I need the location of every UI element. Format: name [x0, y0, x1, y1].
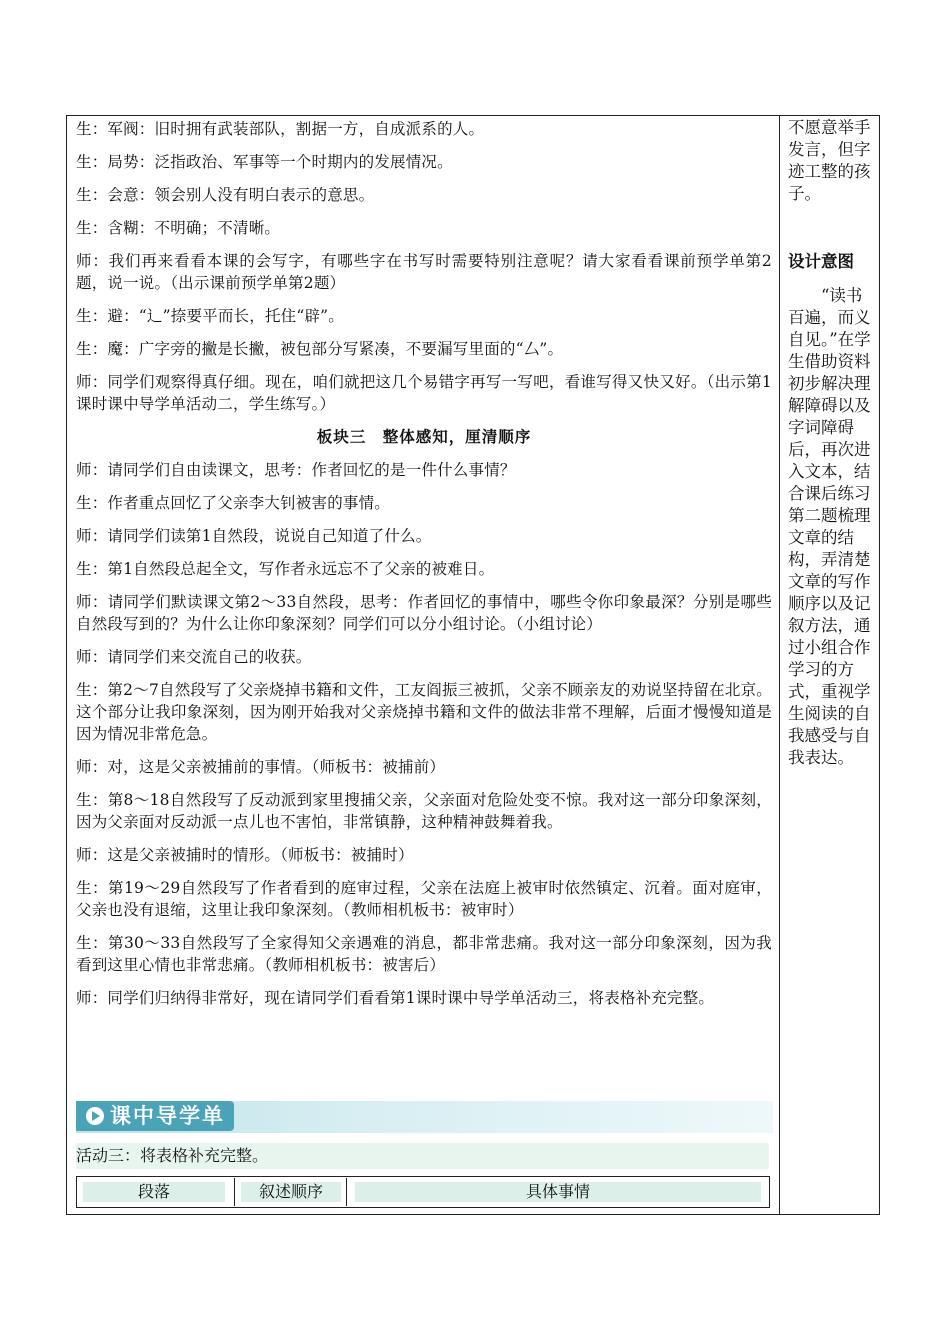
table-header-cell: [235, 1178, 347, 1206]
paragraph: 师：同学们归纳得非常好，现在请同学们看看第1课时课中导学单活动三，将表格补充完整。: [76, 989, 715, 1007]
guide-banner: [76, 1101, 773, 1133]
header-paragraph: 段落: [83, 1182, 225, 1202]
main-column: [76, 116, 772, 1009]
paragraph: 生：含糊：不明确；不清晰。: [76, 219, 281, 237]
student-note: 不愿意举手发言，但字迹工整的孩子。: [788, 118, 871, 203]
paragraph: 师：这是父亲被捕时的情形。（师板书：被捕时）: [76, 846, 414, 864]
header-events: 具体事情: [355, 1182, 761, 1202]
guide-banner-tab: [76, 1101, 234, 1131]
guide-banner-title: 课中导学单: [110, 1104, 225, 1128]
paragraph: 生：魔：广字旁的撇是长撇，被包部分写紧凑，不要漏写里面的“厶”。: [76, 340, 564, 358]
table-header-cell: [347, 1178, 769, 1206]
paragraph: 师：我们再来看看本课的会写字，有哪些字在书写时需要特别注意呢？请大家看看课前预学单第2题，说一说。（出示课前预学单第2题）: [76, 252, 772, 292]
paragraph: 师：对，这是父亲被捕前的事情。（师板书：被捕前）: [76, 758, 446, 776]
sidebar-column: [788, 117, 874, 769]
section-heading: 板块三 整体感知，厘清顺序: [316, 427, 532, 446]
paragraph: 师：同学们观察得真仔细。现在，咱们就把这几个易错字再写一写吧，看谁写得又快又好。（出示第1课时课中导学单活动二，学生练写。）: [76, 373, 772, 413]
column-divider: [779, 115, 780, 1215]
table-header-cell: [77, 1178, 235, 1206]
paragraph: 生：第1自然段总起全文，写作者永远忘不了父亲的被难日。: [76, 560, 495, 578]
design-intent-text: “读书百遍，而义自见。”在学生借助资料初步解决理解障碍以及字词障碍后，再次进入文本，结合课后练习第二题梳理文章的结构，弄清楚文章的写作顺序以及记叙方法，通过小组合作学习的方式，重视学生阅读的自我感受与自我表达。: [788, 286, 871, 767]
paragraph: 师：请同学们自由读课文，思考：作者回忆的是一件什么事情？: [76, 461, 516, 479]
paragraph: 生：避：“辶”捺要平而长，托住“辟”。: [76, 307, 344, 325]
paragraph: 生：第30～33自然段写了全家得知父亲遇难的消息，都非常悲痛。我对这一部分印象深刻，因为我看到这里心情也非常悲痛。（教师相机板书：被害后）: [76, 934, 772, 974]
header-order: 叙述顺序: [241, 1182, 341, 1202]
play-circle-icon: [86, 1107, 104, 1125]
fill-in-table: [76, 1176, 770, 1208]
paragraph: 生：军阀：旧时拥有武装部队，割据一方，自成派系的人。: [76, 120, 485, 138]
paragraph: 生：第19～29自然段写了作者看到的庭审过程，父亲在法庭上被审时依然镇定、沉着。面对庭审，父亲也没有退缩，这里让我印象深刻。（教师相机板书：被审时）: [76, 879, 772, 919]
paragraph: 生：局势：泛指政治、军事等一个时期内的发展情况。: [76, 153, 453, 171]
design-intent-title: 设计意图: [788, 252, 854, 271]
paragraph: 师：请同学们读第1自然段，说说自己知道了什么。: [76, 527, 432, 545]
paragraph: 师：请同学们默读课文第2～33自然段，思考：作者回忆的事情中，哪些令你印象最深？分别是哪些自然段写到的？为什么让你印象深刻？同学们可以分小组讨论。（小组讨论）: [76, 593, 772, 633]
paragraph: 师：请同学们来交流自己的收获。: [76, 648, 312, 666]
activity-instruction: 活动三：将表格补充完整。: [76, 1143, 769, 1169]
paragraph: 生：第8～18自然段写了反动派到家里搜捕父亲，父亲面对危险处变不惊。我对这一部分印象深刻，因为父亲面对反动派一点儿也不害怕，非常镇静，这种精神鼓舞着我。: [76, 791, 772, 831]
paragraph: 生：会意：领会别人没有明白表示的意思。: [76, 186, 375, 204]
paragraph: 生：作者重点回忆了父亲李大钊被害的事情。: [76, 494, 391, 512]
paragraph: 生：第2～7自然段写了父亲烧掉书籍和文件，工友阎振三被抓，父亲不顾亲友的劝说坚持留在北京。这个部分让我印象深刻，因为刚开始我对父亲烧掉书籍和文件的做法非常不理解，后面才慢慢知道是因为情况非常危急。: [76, 681, 772, 743]
